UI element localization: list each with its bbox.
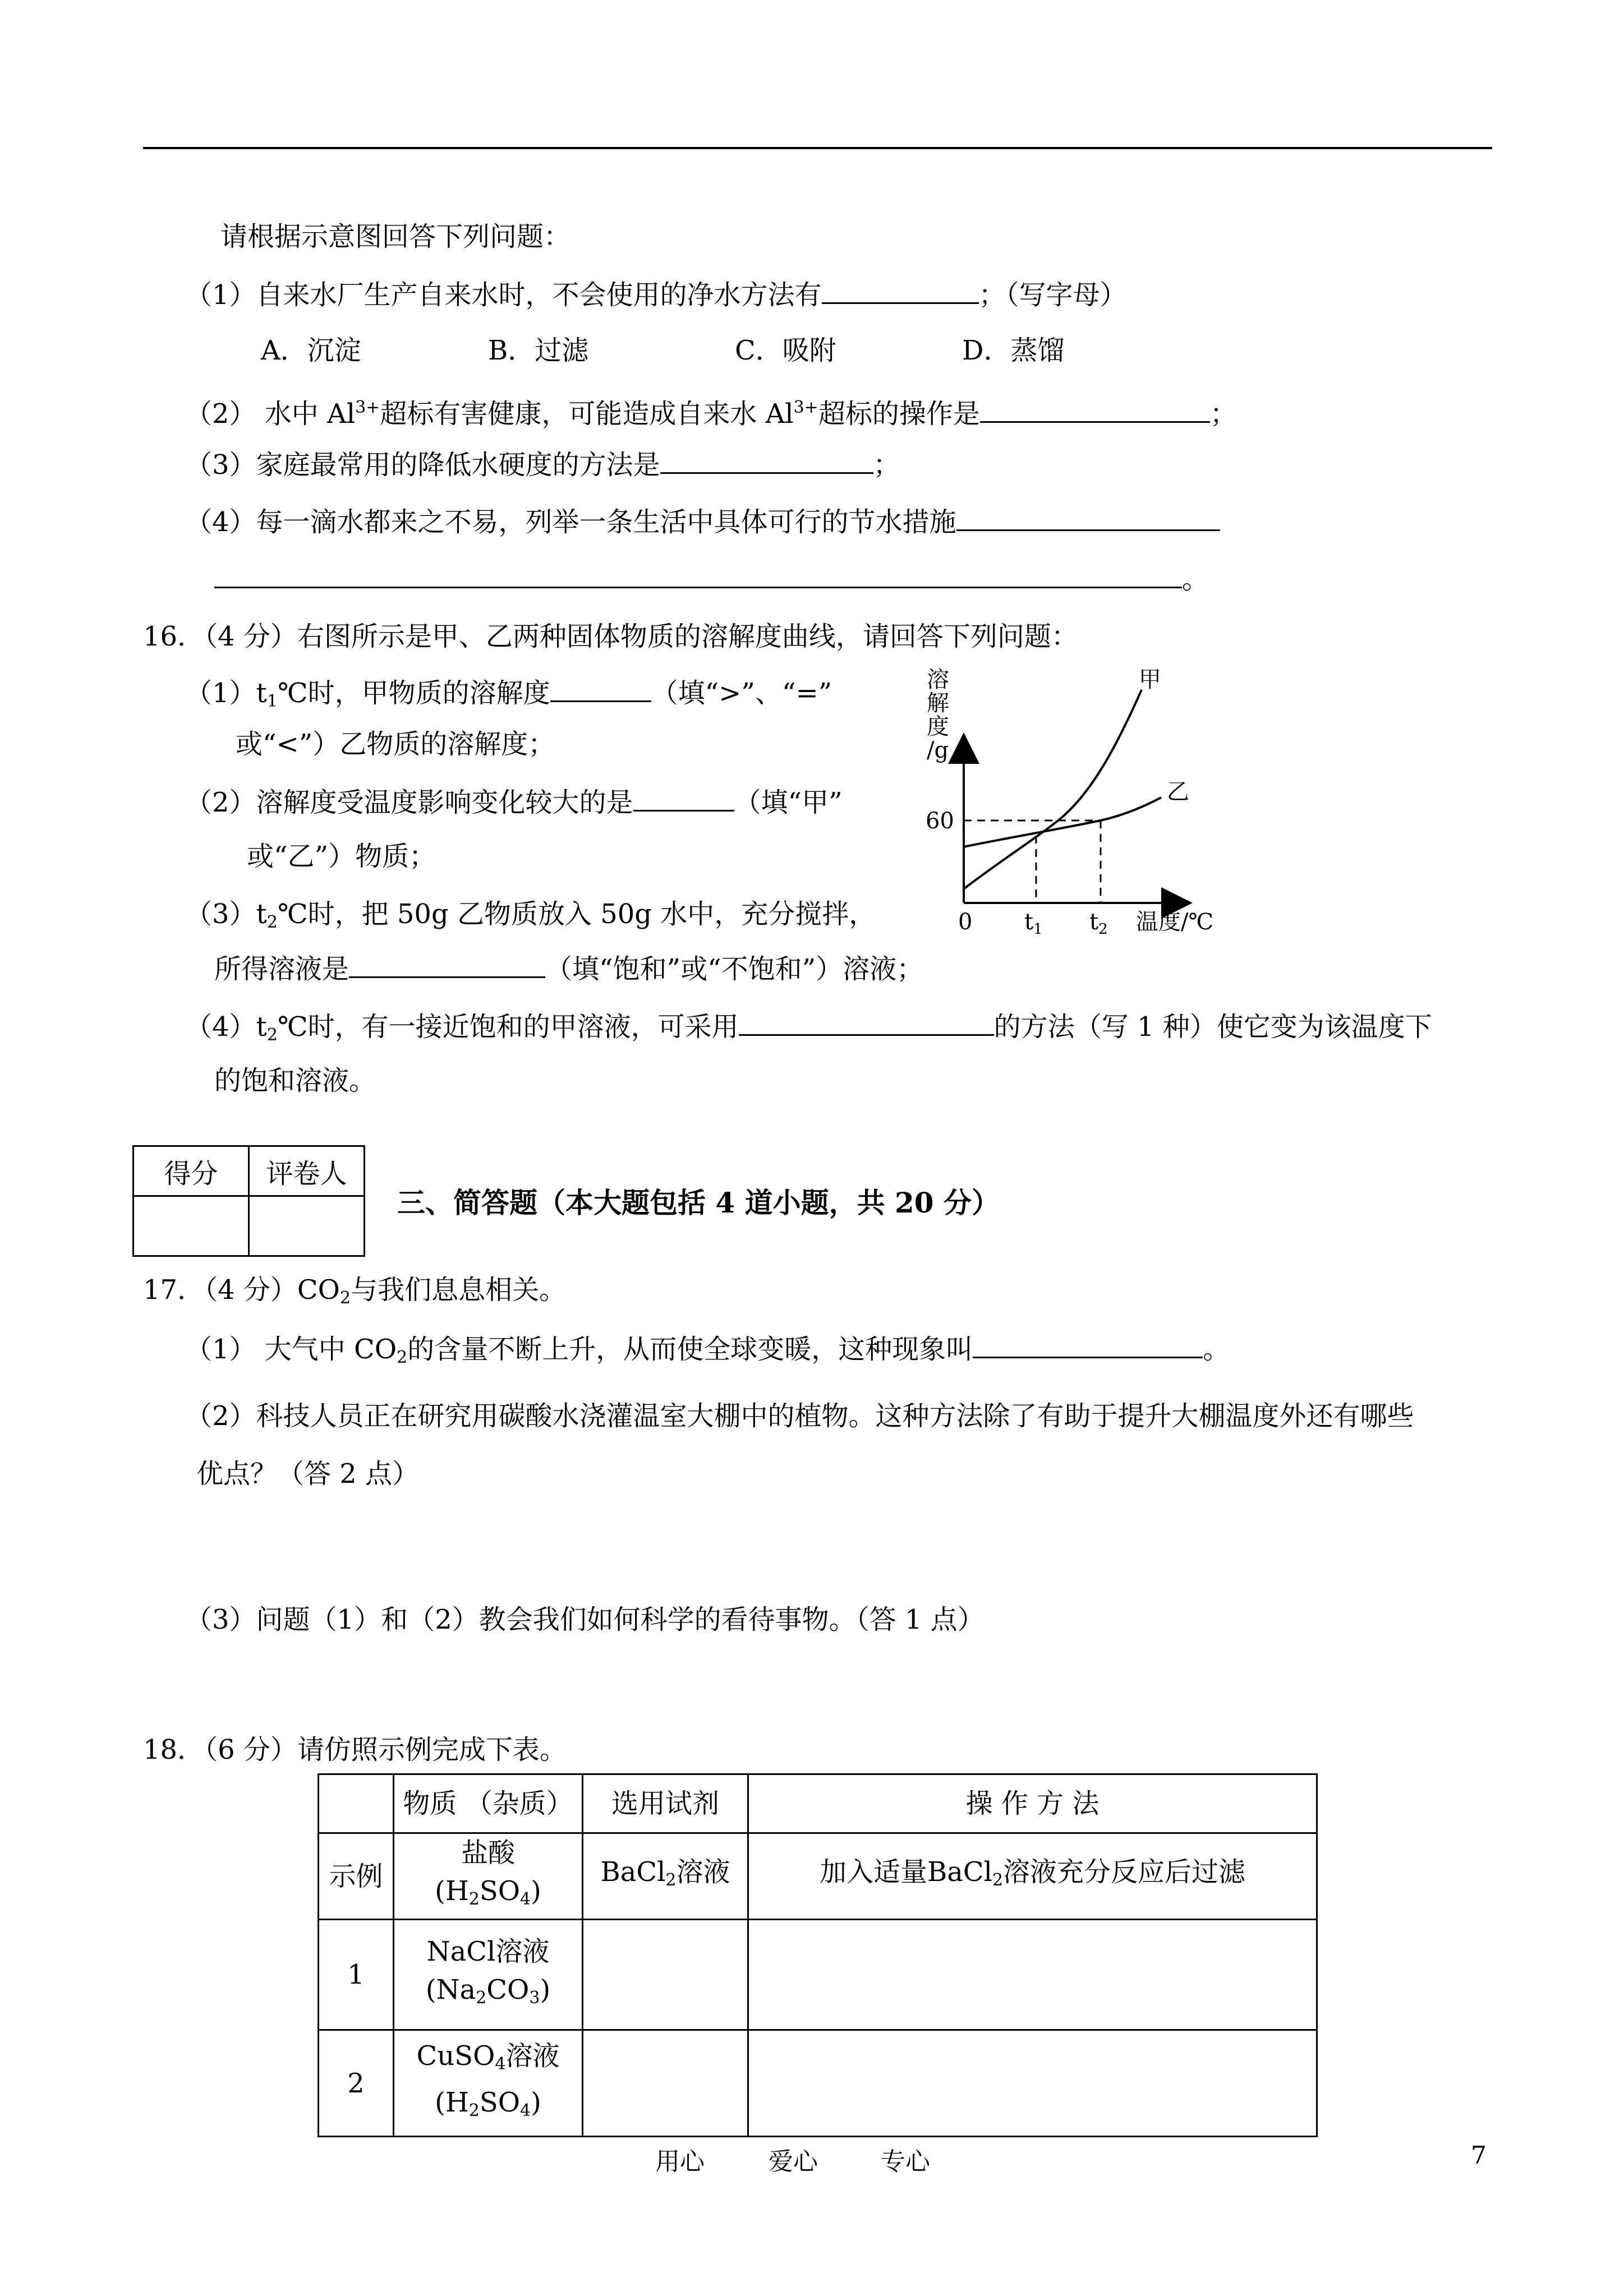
example-substance: 盐酸 $(H_2SO_4)$ [394, 1833, 583, 1920]
row1-reagent-cell[interactable] [583, 1920, 748, 2030]
q16-part2-cont: 或“乙”）物质； [247, 841, 436, 872]
q16-part3-cont: 所得溶液是 （填“饱和”或“不饱和”）溶液； [214, 952, 923, 986]
q16-part4-cont: 的饱和溶液。 [214, 1065, 376, 1096]
y-axis-label-4: /g [927, 737, 949, 763]
origin-label: 0 [958, 909, 973, 935]
header-substance: 物质 （杂质） [394, 1774, 583, 1833]
option-b: B．过滤 [488, 335, 589, 366]
x-axis-label: 温度/℃ [1136, 909, 1214, 935]
table-header-row [319, 1774, 1317, 1833]
example-reagent: BaCl$_2$溶液 [583, 1833, 748, 1920]
row2-label: 2 [319, 2030, 394, 2137]
series-jia-line [964, 690, 1142, 889]
row1-substance: NaCl溶液 $(Na_2CO_3)$ [394, 1920, 583, 2030]
q17-part2: （2）科技人员正在研究用碳酸水浇灌温室大棚中的植物。这种方法除了有助于提升大棚温度外还有哪些 [185, 1400, 1414, 1432]
q16-blank4[interactable] [739, 1009, 994, 1036]
footer-word-1: 用心 [655, 2147, 705, 2176]
solubility-chart [926, 667, 1240, 942]
q16-blank1[interactable] [550, 676, 651, 702]
q15-options [261, 334, 1065, 367]
header-blank [319, 1774, 394, 1833]
q15-part4: （4）每一滴水都来之不易，列举一条生活中具体可行的节水措施 [185, 505, 1220, 539]
row1-label: 1 [319, 1920, 394, 2030]
footer-word-3: 专心 [881, 2147, 930, 2176]
option-c: C．吸附 [735, 335, 836, 366]
grader-cell[interactable] [249, 1196, 365, 1256]
x-tick-t2: $t_2$ [1089, 909, 1108, 938]
q15-blank3[interactable] [660, 448, 873, 474]
header-rule [143, 147, 1492, 149]
row1-method-cell[interactable] [748, 1920, 1317, 2030]
header-reagent: 选用试剂 [583, 1774, 748, 1833]
score-cell[interactable] [134, 1196, 249, 1256]
q17-part3: （3）问题（1）和（2）教会我们如何科学的看待事物。（答 1 点） [185, 1604, 984, 1635]
score-box [132, 1145, 365, 1257]
y-axis-label-2: 解 [927, 690, 949, 716]
y-tick-60: 60 [926, 808, 954, 834]
series-label-jia: 甲 [1139, 667, 1161, 693]
footer-word-2: 爱心 [769, 2147, 818, 2176]
row2-reagent-cell[interactable] [583, 2030, 748, 2137]
row2-method-cell[interactable] [748, 2030, 1317, 2137]
q15-part4-cont: 。 [214, 562, 1209, 596]
q15-blank4b[interactable] [214, 562, 1182, 588]
q15-blank4a[interactable] [956, 505, 1220, 531]
y-axis-label-1: 溶 [927, 667, 949, 693]
q18-stem: 18．（6 分）请仿照示例完成下表。 [143, 1734, 567, 1765]
example-label: 示例 [319, 1833, 394, 1920]
page-number: 7 [1471, 2141, 1487, 2170]
q15-blank2[interactable] [980, 397, 1210, 423]
x-tick-t1: $t_1$ [1024, 909, 1043, 938]
q16-part2: （2）溶解度受温度影响变化较大的是 （填“甲” [185, 785, 843, 819]
table-row-2 [319, 2030, 1317, 2137]
q16-part3: $(3)t_2℃$时，把 50g 乙物质放入 50g 水中，充分搅拌， [185, 898, 876, 932]
q15-part3: （3）家庭最常用的降低水硬度的方法是 ； [185, 448, 900, 482]
q18-table [318, 1773, 1318, 2137]
q16-blank3[interactable] [349, 952, 545, 978]
header-method: 操 作 方 法 [748, 1774, 1317, 1833]
q16-blank2[interactable] [633, 785, 734, 812]
solubility-chart-svg [926, 667, 1240, 942]
q16-part4: $(4)t_2℃$时，有一接近饱和的甲溶液，可采用 的方法（写 1 种）使它变为该温度下 [185, 1009, 1432, 1052]
q16-stem: 16．（4 分）右图所示是甲、乙两种固体物质的溶解度曲线，请回答下列问题： [143, 621, 1078, 652]
intro-text: 请根据示意图回答下列问题： [220, 221, 571, 252]
table-row-example [319, 1833, 1317, 1920]
q17-part2-cont: 优点？（答 2 点） [196, 1458, 420, 1490]
q16-part1-cont: 或“<”）乙物质的溶解度； [236, 729, 555, 760]
q15-part2: （2） 水中 $Al^{3+}$超标有害健康，可能造成自来水 $Al^{3+}$超标的操作是 ； [185, 398, 1237, 430]
grader-header: 评卷人 [249, 1146, 365, 1196]
table-row-1 [319, 1920, 1317, 2030]
y-axis-label-3: 度 [927, 714, 949, 740]
row2-substance: CuSO$_4$溶液 $(H_2SO_4)$ [394, 2030, 583, 2137]
q17-part1: （1） 大气中 $CO_2$的含量不断上升，从而使全球变暖，这种现象叫 。 [185, 1332, 1230, 1375]
q15-blank1[interactable] [822, 278, 979, 304]
q17-stem: 17．（4 分）$CO_2$与我们息息相关。 [143, 1274, 567, 1308]
q17-blank1[interactable] [973, 1332, 1203, 1358]
q15-part1: （1）自来水厂生产自来水时，不会使用的净水方法有 ；（写字母） [185, 278, 1127, 312]
section-3-title: 三、简答题（本大题包括 4 道小题，共 20 分） [397, 1186, 1000, 1219]
option-a: A．沉淀 [261, 335, 361, 366]
q16-part1: $(1)t_1℃$时，甲物质的溶解度 （填“>”、“=” [185, 676, 832, 718]
series-yi-line [964, 797, 1161, 847]
score-header: 得分 [134, 1146, 249, 1196]
series-label-yi: 乙 [1167, 779, 1189, 805]
example-method: 加入适量BaCl$_2$溶液充分反应后过滤 [748, 1833, 1317, 1920]
option-d: D．蒸馏 [962, 335, 1065, 366]
